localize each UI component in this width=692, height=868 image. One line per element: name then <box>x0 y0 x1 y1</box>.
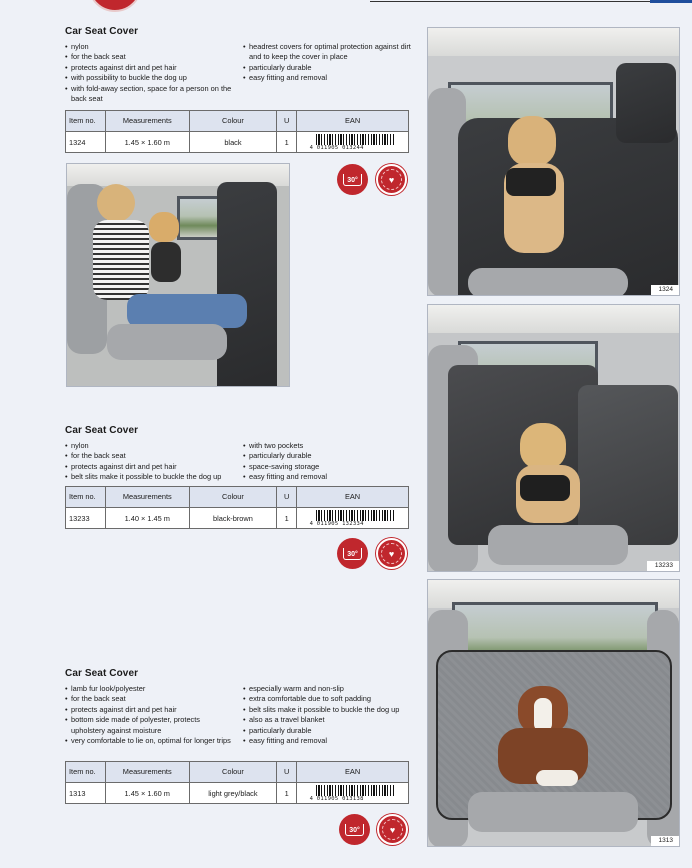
product-photo-woman-dog <box>66 163 290 387</box>
cell-colour: light grey/black <box>189 783 277 804</box>
cell-measurements: 1.45 × 1.60 m <box>105 783 189 804</box>
feature-item: • particularly durable <box>243 726 413 736</box>
product-section-13233 <box>65 425 410 527</box>
feature-item: • belt slits make it possible to buckle the dog up <box>243 705 413 715</box>
header-colour: Colour <box>189 487 277 508</box>
feature-item: • with two pockets <box>243 441 413 451</box>
cell-measurements: 1.40 × 1.45 m <box>105 508 189 529</box>
feature-item: • belt slits make it possible to buckle the dog up <box>65 472 235 482</box>
feature-column-left <box>65 42 235 104</box>
wash-30-icon: 30° <box>337 538 368 569</box>
header-accent-bar <box>650 0 692 3</box>
table-row <box>66 783 409 804</box>
product-title: Car Seat Cover <box>65 26 139 37</box>
feature-item: • also as a travel blanket <box>243 715 413 725</box>
feature-item: • nylon <box>65 441 235 451</box>
photo-caption: 1313 <box>651 836 679 846</box>
header-ean: EAN <box>297 111 409 132</box>
product-photo-1313 <box>427 579 680 847</box>
feature-item: • especially warm and non-slip <box>243 684 413 694</box>
header-measurements: Measurements <box>105 487 189 508</box>
feature-item: • easy fitting and removal <box>243 736 413 746</box>
product-section-1324 <box>65 26 411 151</box>
spec-table <box>65 110 409 153</box>
feature-item: • easy fitting and removal <box>243 472 413 482</box>
cell-ean <box>297 508 409 529</box>
product-title: Car Seat Cover <box>65 668 139 679</box>
header-ean: EAN <box>297 487 409 508</box>
feature-item: • with fold-away section, space for a person on the back seat <box>65 84 235 105</box>
brand-logo <box>88 0 142 12</box>
feature-item: • very comfortable to lie on, optimal for longer trips <box>65 736 235 746</box>
header-item-no: Item no. <box>66 762 106 783</box>
feature-item: • for the back seat <box>65 694 235 704</box>
pet-hair-icon: ♥ <box>377 814 408 845</box>
feature-list <box>65 42 410 112</box>
feature-item: • protects against dirt and pet hair <box>65 63 235 73</box>
feature-column-right <box>243 441 413 483</box>
cell-colour: black-brown <box>189 508 277 529</box>
spec-table <box>65 761 409 804</box>
feature-item: • for the back seat <box>65 52 235 62</box>
cell-item-no: 1324 <box>66 132 106 153</box>
feature-list <box>65 684 410 754</box>
feature-column-right <box>243 42 413 84</box>
spec-table <box>65 486 409 529</box>
feature-item: • lamb fur look/polyester <box>65 684 235 694</box>
cell-ean <box>297 132 409 153</box>
header-ean: EAN <box>297 762 409 783</box>
feature-item: • space-saving storage <box>243 462 413 472</box>
cell-units: 1 <box>277 132 297 153</box>
cell-item-no: 1313 <box>66 783 106 804</box>
cell-colour: black <box>189 132 277 153</box>
product-photo-13233 <box>427 304 680 572</box>
barcode: 4 011905 132334 <box>310 510 396 527</box>
feature-item: • protects against dirt and pet hair <box>65 705 235 715</box>
wash-30-icon: 30° <box>337 164 368 195</box>
cell-units: 1 <box>277 508 297 529</box>
feature-item: • easy fitting and removal <box>243 73 413 83</box>
wash-30-icon: 30° <box>339 814 370 845</box>
header-colour: Colour <box>189 762 277 783</box>
product-section-1313 <box>65 668 410 802</box>
feature-item: • protects against dirt and pet hair <box>65 462 235 472</box>
header-units: U <box>277 762 297 783</box>
feature-item: • bottom side made of polyester, protects upholstery against moisture <box>65 715 235 736</box>
cell-ean <box>297 783 409 804</box>
feature-column-right <box>243 684 413 746</box>
cell-item-no: 13233 <box>66 508 106 529</box>
product-title: Car Seat Cover <box>65 425 139 436</box>
feature-item: • particularly durable <box>243 63 413 73</box>
photo-caption: 13233 <box>647 561 679 571</box>
feature-item: • nylon <box>65 42 235 52</box>
header-measurements: Measurements <box>105 762 189 783</box>
barcode: 4 011905 013244 <box>310 134 396 151</box>
header-measurements: Measurements <box>105 111 189 132</box>
header-units: U <box>277 487 297 508</box>
feature-item: • headrest covers for optimal protection against dirt and to keep the cover in place <box>243 42 413 63</box>
product-photo-1324 <box>427 27 680 296</box>
cell-measurements: 1.45 × 1.60 m <box>105 132 189 153</box>
table-row <box>66 508 409 529</box>
header-item-no: Item no. <box>66 111 106 132</box>
header-item-no: Item no. <box>66 487 106 508</box>
feature-item: • with possibility to buckle the dog up <box>65 73 235 83</box>
cell-units: 1 <box>277 783 297 804</box>
feature-column-left <box>65 441 235 483</box>
barcode: 4 011905 013138 <box>310 785 396 802</box>
pet-hair-icon: ♥ <box>376 164 407 195</box>
header-rule <box>370 1 692 2</box>
pet-hair-icon: ♥ <box>376 538 407 569</box>
feature-item: • particularly durable <box>243 451 413 461</box>
table-row <box>66 132 409 153</box>
header-colour: Colour <box>189 111 277 132</box>
feature-item: • for the back seat <box>65 451 235 461</box>
photo-caption: 1324 <box>651 285 679 295</box>
feature-item: • extra comfortable due to soft padding <box>243 694 413 704</box>
feature-column-left <box>65 684 235 746</box>
header-units: U <box>277 111 297 132</box>
